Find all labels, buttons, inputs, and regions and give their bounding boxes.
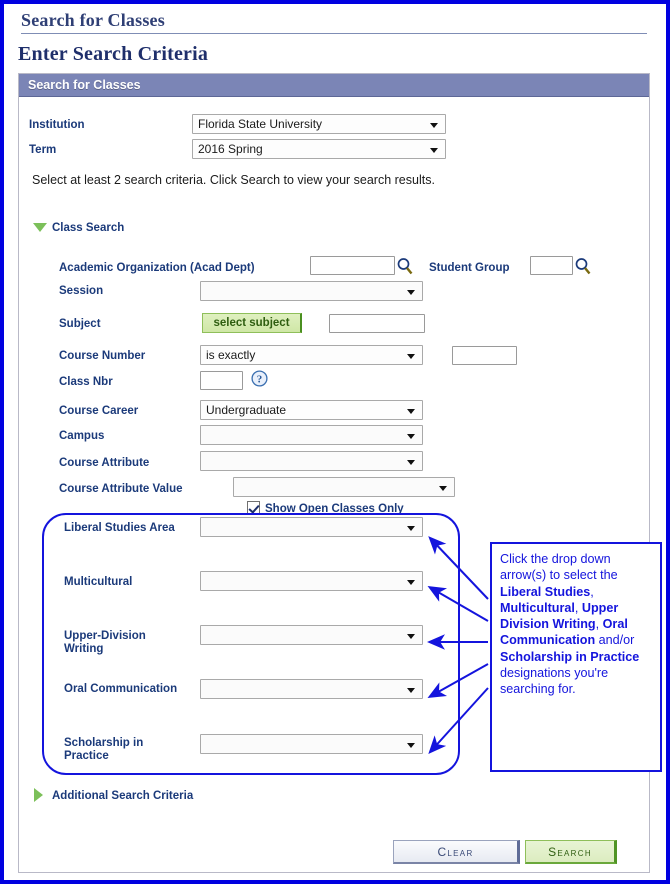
institution-select[interactable] xyxy=(192,114,446,134)
chevron-down-icon xyxy=(407,460,415,465)
panel-header: Search for Classes xyxy=(19,74,649,97)
course-attribute-label: Course Attribute xyxy=(59,457,150,469)
callout-sep4: and/or xyxy=(595,633,635,648)
course-number-operator-select[interactable] xyxy=(200,345,423,365)
chevron-down-icon xyxy=(430,123,438,128)
callout-term-upper-division-writing: Upper Division Writing xyxy=(500,600,619,632)
academic-organization-input[interactable] xyxy=(310,256,395,275)
class-nbr-label: Class Nbr xyxy=(59,376,113,388)
oral-communication-select[interactable] xyxy=(200,679,423,699)
course-career-label: Course Career xyxy=(59,405,139,417)
institution-label: Institution xyxy=(29,119,85,131)
campus-select[interactable] xyxy=(200,425,423,445)
course-number-operator-value: is exactly xyxy=(206,348,256,362)
term-select[interactable] xyxy=(192,139,446,159)
term-label: Term xyxy=(29,144,57,156)
session-select[interactable] xyxy=(200,281,423,301)
multicultural-label: Multicultural xyxy=(64,576,133,588)
liberal-studies-area-label: Liberal Studies Area xyxy=(64,522,175,534)
course-attribute-value-select[interactable] xyxy=(233,477,455,497)
search-button[interactable]: Search xyxy=(525,840,617,864)
search-icon[interactable] xyxy=(397,258,413,275)
course-attribute-value-label: Course Attribute Value xyxy=(59,483,183,495)
scholarship-in-practice-select[interactable] xyxy=(200,734,423,754)
callout-sep2: , xyxy=(574,600,582,615)
callout-term-oral-communication: Oral Communication xyxy=(500,617,628,648)
question-mark-icon[interactable] xyxy=(251,370,268,387)
page-title: Enter Search Criteria xyxy=(18,43,209,65)
liberal-studies-area-select[interactable] xyxy=(200,517,423,537)
chevron-down-icon xyxy=(407,743,415,748)
chevron-down-icon xyxy=(439,486,447,491)
chevron-down-icon xyxy=(407,526,415,531)
collapse-triangle-right-icon[interactable] xyxy=(34,788,43,802)
student-group-input[interactable] xyxy=(530,256,573,275)
show-open-classes-checkbox[interactable] xyxy=(247,501,260,514)
academic-organization-label: Academic Organization (Acad Dept) xyxy=(59,262,255,274)
page-content xyxy=(4,4,666,880)
subject-input[interactable] xyxy=(329,314,425,333)
callout-term-scholarship-in-practice: Scholarship in Practice xyxy=(500,649,640,664)
callout-term-liberal-studies: Liberal Studies xyxy=(500,584,591,599)
chevron-down-icon xyxy=(430,148,438,153)
campus-label: Campus xyxy=(59,430,105,442)
callout-line1: Click the drop down xyxy=(500,552,611,566)
scholarship-in-practice-label: Scholarship in Practice xyxy=(64,737,144,762)
breadcrumb-divider xyxy=(21,33,647,34)
session-label: Session xyxy=(59,285,104,297)
course-attribute-select[interactable] xyxy=(200,451,423,471)
svg-text:?: ? xyxy=(256,373,263,386)
class-nbr-input[interactable] xyxy=(200,371,243,390)
show-open-classes-label[interactable]: Show Open Classes Only xyxy=(265,503,404,515)
subject-label: Subject xyxy=(59,318,101,330)
breadcrumb: Search for Classes xyxy=(21,10,165,30)
course-number-input[interactable] xyxy=(452,346,517,365)
search-icon[interactable] xyxy=(575,258,591,275)
additional-search-criteria-label: Additional Search Criteria xyxy=(52,790,194,802)
institution-value: Florida State University xyxy=(198,117,323,131)
oral-communication-label: Oral Communication xyxy=(64,683,178,695)
clear-button[interactable]: Clear xyxy=(393,840,520,864)
course-career-select[interactable] xyxy=(200,400,423,420)
upper-division-writing-select[interactable] xyxy=(200,625,423,645)
course-number-label: Course Number xyxy=(59,350,146,362)
select-subject-button[interactable]: select subject xyxy=(202,313,302,333)
callout-sep5: designations you're searching for. xyxy=(500,666,609,697)
collapse-triangle-down-icon[interactable] xyxy=(33,223,47,232)
chevron-down-icon xyxy=(407,580,415,585)
chevron-down-icon xyxy=(407,634,415,639)
instruction-text: Select at least 2 search criteria. Click Search to view your search results. xyxy=(32,173,435,187)
chevron-down-icon xyxy=(407,290,415,295)
student-group-label: Student Group xyxy=(429,262,510,274)
course-career-value: Undergraduate xyxy=(206,403,287,417)
chevron-down-icon xyxy=(407,354,415,359)
callout-sep1: , xyxy=(590,584,594,599)
multicultural-select[interactable] xyxy=(200,571,423,591)
callout-line2: arrow(s) to select the xyxy=(500,568,618,583)
term-value: 2016 Spring xyxy=(198,142,263,156)
chevron-down-icon xyxy=(407,409,415,414)
chevron-down-icon xyxy=(407,434,415,439)
chevron-down-icon xyxy=(407,688,415,693)
callout-term-multicultural: Multicultural xyxy=(500,600,575,615)
class-search-section-label: Class Search xyxy=(52,222,125,234)
annotation-text xyxy=(500,551,654,698)
upper-division-writing-label: Upper-Division Writing xyxy=(64,630,146,655)
annotation-callout-box xyxy=(490,542,662,772)
callout-sep3: , xyxy=(595,617,603,632)
